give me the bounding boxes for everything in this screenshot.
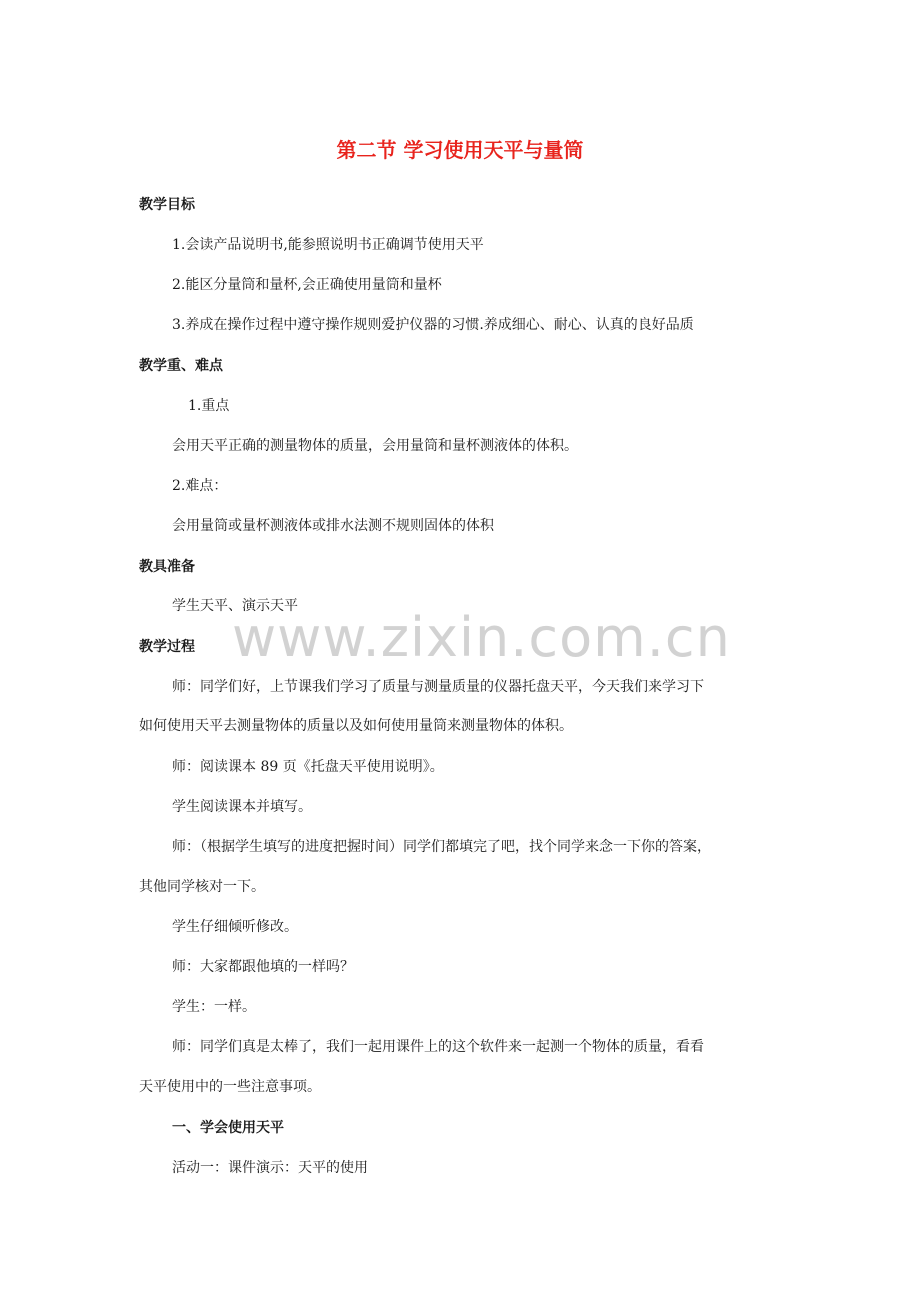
paragraph-8-line-1: 师：同学们真是太棒了，我们一起用课件上的这个软件来一起测一个物体的质量，看看 [172,1039,704,1055]
difficulty-label: 2.难点： [172,478,228,494]
goals-heading: 教学目标 [139,197,195,213]
difficulty-text: 会用量筒或量杯测液体或排水法测不规则固体的体积 [172,518,494,534]
section-1-heading: 一、学会使用天平 [172,1120,284,1136]
key-points-heading: 教学重、难点 [139,358,223,374]
focus-text: 会用天平正确的测量物体的质量，会用量筒和量杯测液体的体积。 [172,438,578,454]
equipment-text: 学生天平、演示天平 [172,598,298,614]
page-title: 第二节 学习使用天平与量筒 [336,138,584,162]
paragraph-6: 师：大家都跟他填的一样吗？ [172,959,354,975]
watermark: www.zixin.com.cn [232,606,731,669]
focus-label: 1.重点 [188,398,230,414]
goal-item-1: 1.会读产品说明书,能参照说明书正确调节使用天平 [172,237,484,253]
paragraph-2: 师：阅读课本 89 页《托盘天平使用说明》。 [172,759,444,775]
paragraph-7: 学生：一样。 [172,999,256,1015]
paragraph-1-line-2: 如何使用天平去测量物体的质量以及如何使用量筒来测量物体的体积。 [139,718,573,734]
paragraph-4-line-1: 师：（根据学生填写的进度把握时间）同学们都填完了吧，找个同学来念一下你的答案， [172,839,711,855]
equipment-heading: 教具准备 [139,559,195,575]
goal-item-3: 3.养成在操作过程中遵守操作规则爱护仪器的习惯.养成细心、耐心、认真的良好品质 [172,317,694,333]
process-heading: 教学过程 [139,639,195,655]
goal-item-2: 2.能区分量筒和量杯,会正确使用量筒和量杯 [172,277,442,293]
paragraph-1-line-1: 师：同学们好，上节课我们学习了质量与测量质量的仪器托盘天平，今天我们来学习下 [172,679,704,695]
paragraph-8-line-2: 天平使用中的一些注意事项。 [139,1079,321,1095]
paragraph-4-line-2: 其他同学核对一下。 [139,879,265,895]
paragraph-3: 学生阅读课本并填写。 [172,799,312,815]
paragraph-5: 学生仔细倾听修改。 [172,919,298,935]
activity-1: 活动一：课件演示：天平的使用 [172,1160,368,1176]
